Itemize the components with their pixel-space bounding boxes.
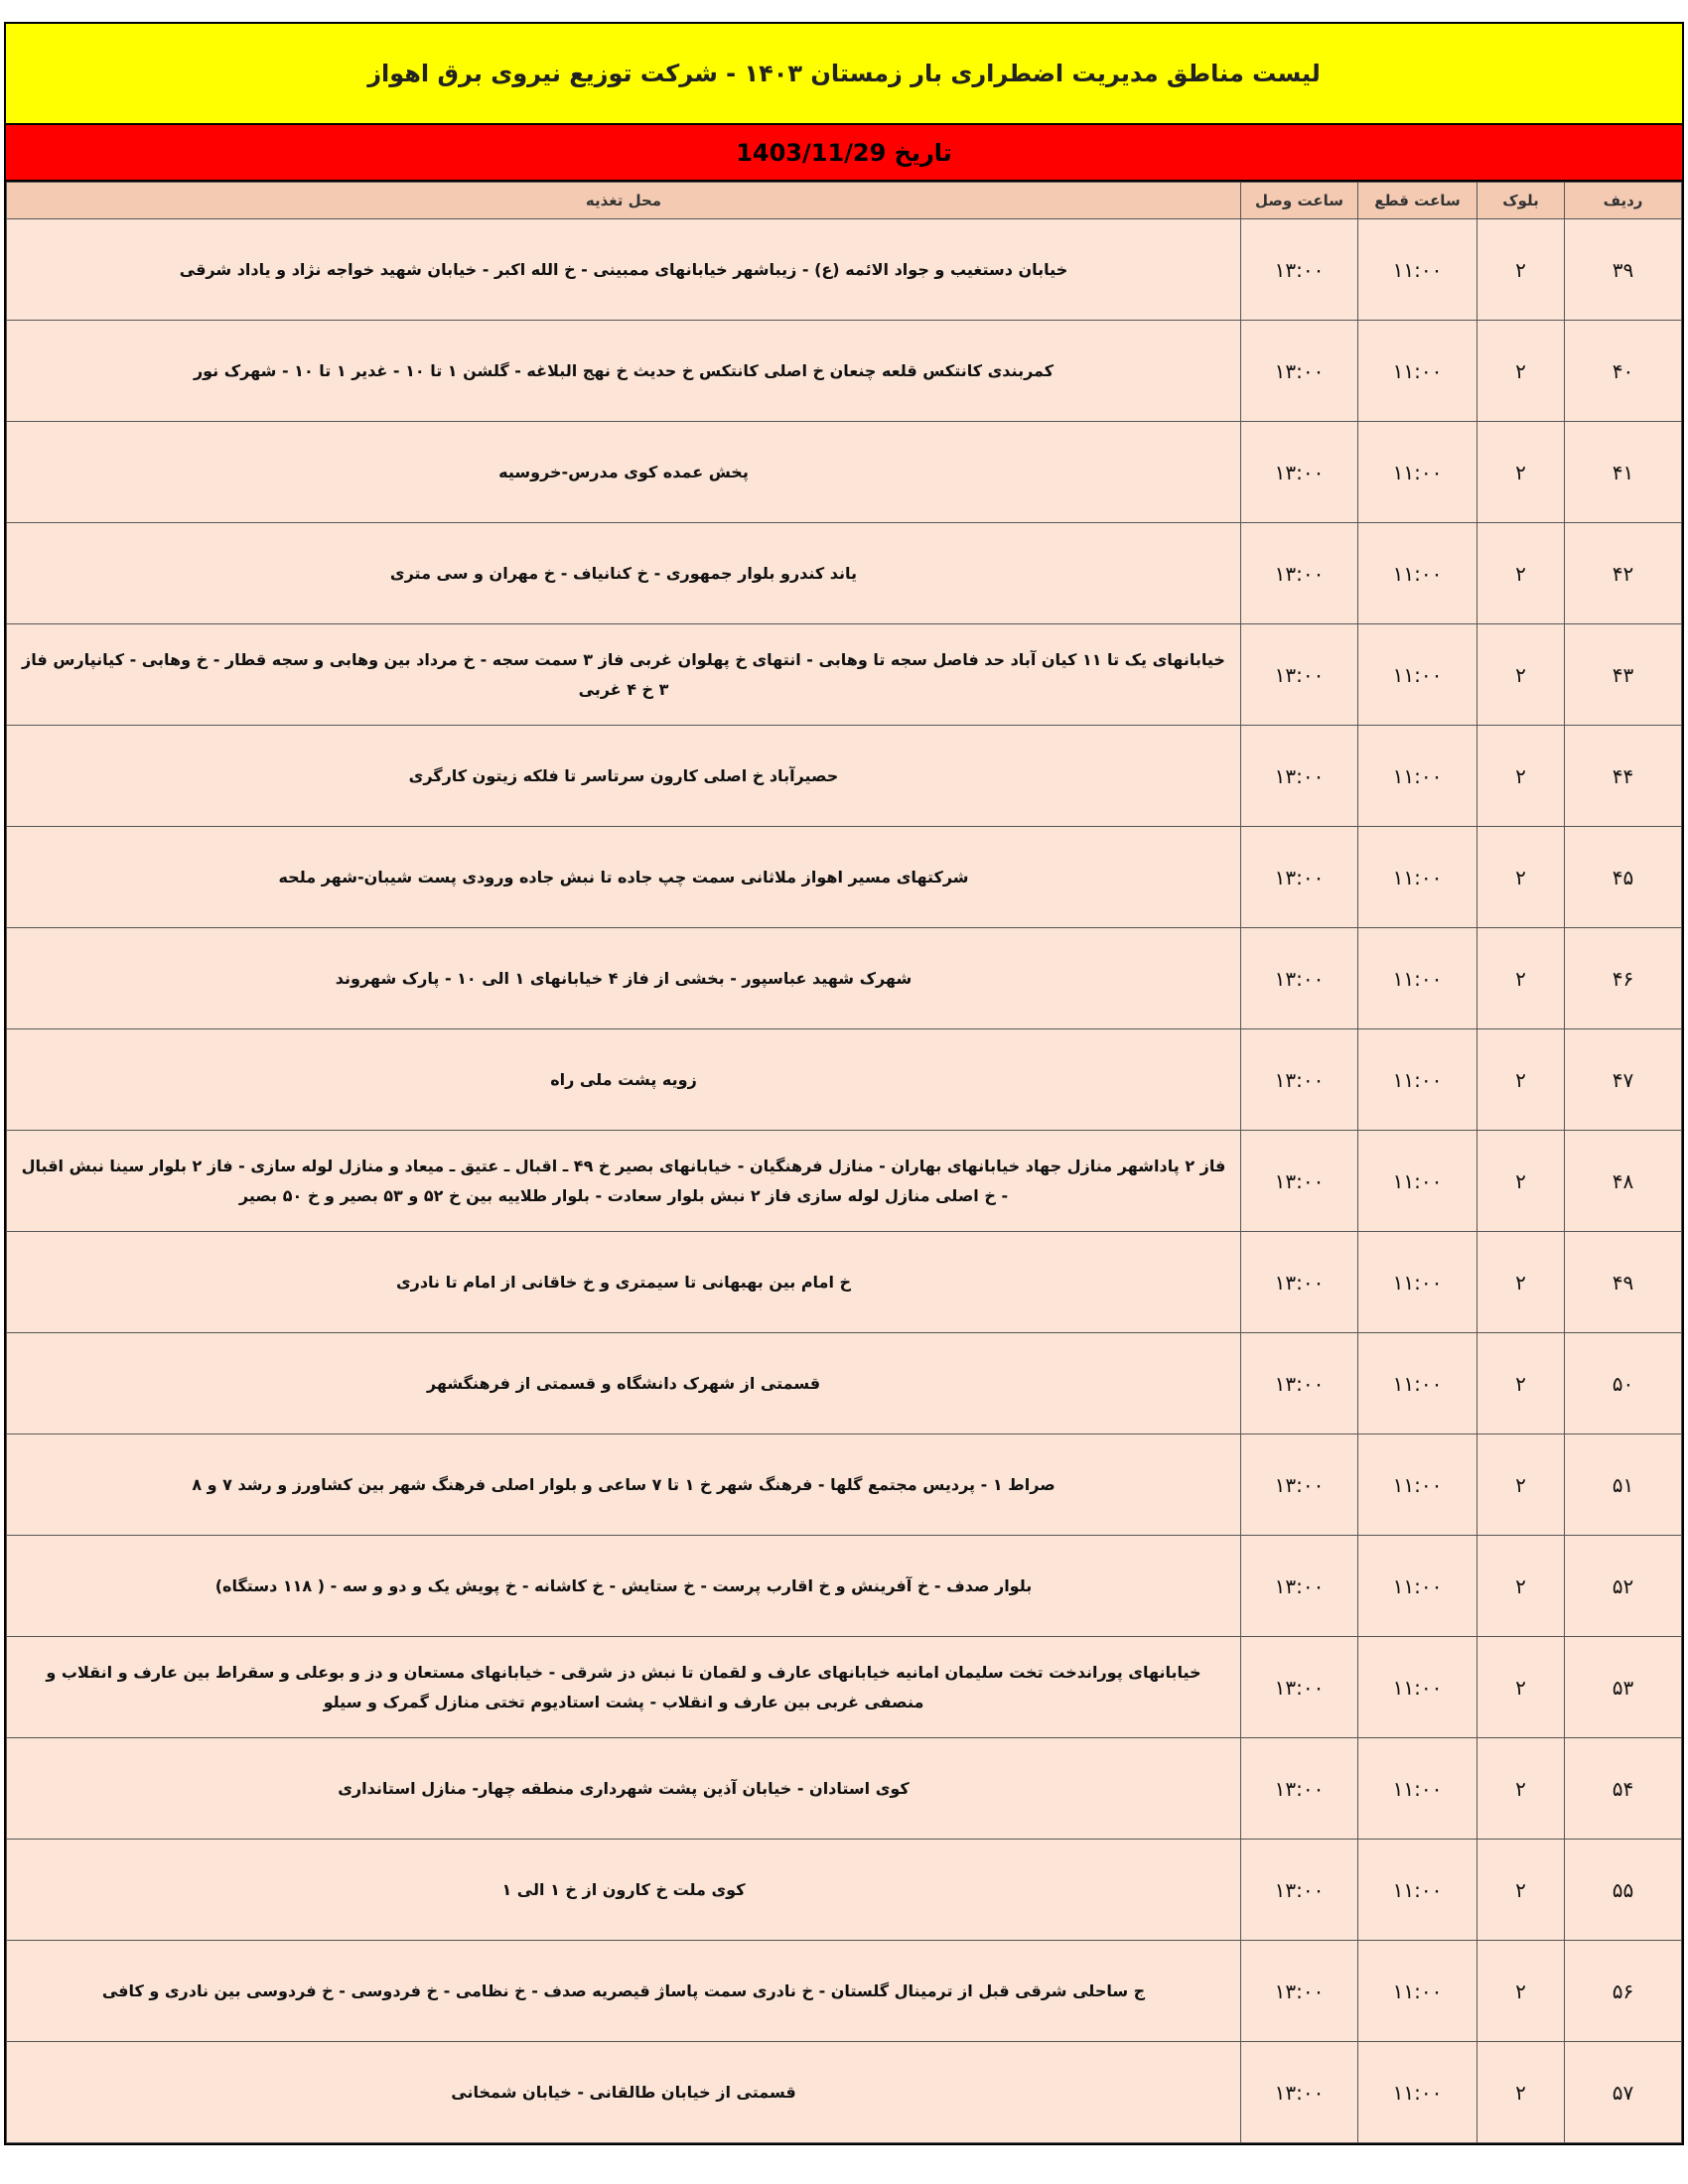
row-location: ج ساحلی شرقی قبل از ترمینال گلستان - خ نادری سمت پاساژ قیصریه صدف - خ نظامی - خ فردوسی - خ فردوسی بین نادری و کافی: [7, 1941, 1241, 2042]
row-connect-time: ۱۳:۰۰: [1241, 422, 1358, 523]
row-index: ۴۸: [1565, 1131, 1682, 1232]
row-block: ۲: [1477, 827, 1565, 928]
row-connect-time: ۱۳:۰۰: [1241, 1637, 1358, 1738]
row-location: شهرک شهید عباسپور - بخشی از فاز ۴ خیابانهای ۱ الی ۱۰ - پارک شهروند: [7, 928, 1241, 1029]
row-cut-time: ۱۱:۰۰: [1358, 321, 1477, 422]
row-block: ۲: [1477, 1738, 1565, 1840]
table-row: [7, 827, 1682, 928]
table-row: [7, 321, 1682, 422]
row-block: ۲: [1477, 321, 1565, 422]
row-index: ۵۲: [1565, 1536, 1682, 1637]
header-cut-time: ساعت قطع: [1358, 183, 1477, 219]
outage-table: [6, 182, 1682, 2143]
row-connect-time: ۱۳:۰۰: [1241, 726, 1358, 827]
row-index: ۴۶: [1565, 928, 1682, 1029]
row-cut-time: ۱۱:۰۰: [1358, 523, 1477, 624]
row-location: پخش عمده کوی مدرس-خروسیه: [7, 422, 1241, 523]
row-location: یاند کندرو بلوار جمهوری - خ کنانیاف - خ مهران و سی متری: [7, 523, 1241, 624]
row-block: ۲: [1477, 1333, 1565, 1434]
row-cut-time: ۱۱:۰۰: [1358, 827, 1477, 928]
row-connect-time: ۱۳:۰۰: [1241, 928, 1358, 1029]
row-index: ۴۵: [1565, 827, 1682, 928]
row-block: ۲: [1477, 523, 1565, 624]
row-index: ۵۰: [1565, 1333, 1682, 1434]
row-cut-time: ۱۱:۰۰: [1358, 726, 1477, 827]
row-location: خیابان دستغیب و جواد الائمه (ع) - زیباشهر خیابانهای ممبینی - خ الله اکبر - خیابان شهید خواجه نژاد و یاداد شرقی: [7, 219, 1241, 321]
row-cut-time: ۱۱:۰۰: [1358, 1941, 1477, 2042]
row-cut-time: ۱۱:۰۰: [1358, 2042, 1477, 2143]
row-cut-time: ۱۱:۰۰: [1358, 1536, 1477, 1637]
row-cut-time: ۱۱:۰۰: [1358, 928, 1477, 1029]
row-index: ۴۴: [1565, 726, 1682, 827]
table-row: [7, 1333, 1682, 1434]
row-location: قسمتی از خیابان طالقانی - خیابان شمخانی: [7, 2042, 1241, 2143]
row-location: شرکتهای مسیر اهواز ملاثانی سمت چپ جاده تا نبش جاده ورودی پست شیبان-شهر ملحه: [7, 827, 1241, 928]
row-cut-time: ۱۱:۰۰: [1358, 1333, 1477, 1434]
row-cut-time: ۱۱:۰۰: [1358, 1637, 1477, 1738]
row-block: ۲: [1477, 1434, 1565, 1536]
row-block: ۲: [1477, 1131, 1565, 1232]
row-cut-time: ۱۱:۰۰: [1358, 219, 1477, 321]
row-index: ۴۷: [1565, 1029, 1682, 1131]
table-row: [7, 1536, 1682, 1637]
row-block: ۲: [1477, 1637, 1565, 1738]
row-cut-time: ۱۱:۰۰: [1358, 624, 1477, 726]
row-location: کوی ملت خ کارون از خ ۱ الی ۱: [7, 1840, 1241, 1941]
row-block: ۲: [1477, 1029, 1565, 1131]
row-index: ۳۹: [1565, 219, 1682, 321]
row-block: ۲: [1477, 1536, 1565, 1637]
row-connect-time: ۱۳:۰۰: [1241, 827, 1358, 928]
row-connect-time: ۱۳:۰۰: [1241, 523, 1358, 624]
table-row: [7, 1738, 1682, 1840]
table-row: [7, 1840, 1682, 1941]
row-cut-time: ۱۱:۰۰: [1358, 1434, 1477, 1536]
table-row: [7, 1131, 1682, 1232]
table-row: [7, 219, 1682, 321]
row-block: ۲: [1477, 928, 1565, 1029]
row-location: فاز ۲ پاداشهر منازل جهاد خیابانهای بهاران - منازل فرهنگیان - خیابانهای بصیر خ ۴۹ ـ اقبال ـ عتیق ـ میعاد و منازل لوله سازی - فاز ۲ بلوار سینا نبش اقبال - خ اصلی منازل لوله سازی فاز ۲ نبش بلوار سعادت - بلوار طلاییه بین خ ۵۲ و ۵۳ بصیر و خ ۵۰ بصیر: [7, 1131, 1241, 1232]
row-block: ۲: [1477, 1941, 1565, 2042]
table-row: [7, 422, 1682, 523]
row-connect-time: ۱۳:۰۰: [1241, 321, 1358, 422]
row-connect-time: ۱۳:۰۰: [1241, 1840, 1358, 1941]
row-connect-time: ۱۳:۰۰: [1241, 1738, 1358, 1840]
row-location: حصیرآباد خ اصلی کارون سرتاسر تا فلکه زیتون کارگری: [7, 726, 1241, 827]
row-location: خیابانهای یک تا ۱۱ کیان آباد حد فاصل سجه تا وهابی - انتهای خ پهلوان غربی فاز ۳ سمت سجه - خ مرداد بین وهابی و سجه قطار - خ وهابی - کیانپارس فاز ۳ خ ۴ غربی: [7, 624, 1241, 726]
row-index: ۴۰: [1565, 321, 1682, 422]
row-cut-time: ۱۱:۰۰: [1358, 1232, 1477, 1333]
table-row: [7, 624, 1682, 726]
header-connect-time: ساعت وصل: [1241, 183, 1358, 219]
header-location: محل تغذیه: [7, 183, 1241, 219]
row-cut-time: ۱۱:۰۰: [1358, 1029, 1477, 1131]
row-location: خ امام بین بهبهانی تا سیمتری و خ خاقانی از امام تا نادری: [7, 1232, 1241, 1333]
row-index: ۵۵: [1565, 1840, 1682, 1941]
row-index: ۴۲: [1565, 523, 1682, 624]
row-connect-time: ۱۳:۰۰: [1241, 1333, 1358, 1434]
row-block: ۲: [1477, 219, 1565, 321]
row-connect-time: ۱۳:۰۰: [1241, 1029, 1358, 1131]
row-cut-time: ۱۱:۰۰: [1358, 1840, 1477, 1941]
row-block: ۲: [1477, 726, 1565, 827]
row-connect-time: ۱۳:۰۰: [1241, 1131, 1358, 1232]
row-location: خیابانهای پوراندخت تخت سلیمان امانیه خیابانهای عارف و لقمان تا نبش دز شرقی - خیابانهای مستعان و دز و بوعلی و سقراط بین عارف و انقلاب و منصفی غربی بین عارف و انقلاب - پشت استادیوم تختی منازل گمرک و سیلو: [7, 1637, 1241, 1738]
row-location: قسمتی از شهرک دانشگاه و قسمتی از فرهنگشهر: [7, 1333, 1241, 1434]
row-block: ۲: [1477, 1840, 1565, 1941]
table-row: [7, 1637, 1682, 1738]
row-connect-time: ۱۳:۰۰: [1241, 624, 1358, 726]
page-title: لیست مناطق مدیریت اضطراری بار زمستان ۱۴۰۳ - شرکت توزیع نیروی برق اهواز: [6, 24, 1682, 125]
row-cut-time: ۱۱:۰۰: [1358, 1131, 1477, 1232]
header-index: ردیف: [1565, 183, 1682, 219]
table-header-row: [7, 183, 1682, 219]
table-row: [7, 523, 1682, 624]
table-row: [7, 1941, 1682, 2042]
table-row: [7, 1029, 1682, 1131]
row-index: ۴۹: [1565, 1232, 1682, 1333]
row-connect-time: ۱۳:۰۰: [1241, 219, 1358, 321]
row-block: ۲: [1477, 624, 1565, 726]
row-location: کوی استادان - خیابان آذین پشت شهرداری منطقه چهار- منازل استانداری: [7, 1738, 1241, 1840]
row-location: زویه پشت ملی راه: [7, 1029, 1241, 1131]
row-index: ۵۴: [1565, 1738, 1682, 1840]
row-location: بلوار صدف - خ آفرینش و خ اقارب پرست - خ ستایش - خ کاشانه - خ پویش یک و دو و سه - ( ۱۱۸ دستگاه): [7, 1536, 1241, 1637]
row-cut-time: ۱۱:۰۰: [1358, 1738, 1477, 1840]
row-connect-time: ۱۳:۰۰: [1241, 1536, 1358, 1637]
row-block: ۲: [1477, 1232, 1565, 1333]
schedule-sheet: [4, 22, 1684, 2145]
row-index: ۵۶: [1565, 1941, 1682, 2042]
table-row: [7, 928, 1682, 1029]
row-cut-time: ۱۱:۰۰: [1358, 422, 1477, 523]
row-connect-time: ۱۳:۰۰: [1241, 1232, 1358, 1333]
row-connect-time: ۱۳:۰۰: [1241, 1941, 1358, 2042]
row-block: ۲: [1477, 2042, 1565, 2143]
row-index: ۵۷: [1565, 2042, 1682, 2143]
row-index: ۴۳: [1565, 624, 1682, 726]
table-row: [7, 1434, 1682, 1536]
row-index: ۵۱: [1565, 1434, 1682, 1536]
row-index: ۵۳: [1565, 1637, 1682, 1738]
row-connect-time: ۱۳:۰۰: [1241, 1434, 1358, 1536]
row-location: کمربندی کانتکس قلعه چنعان خ اصلی کانتکس خ حدیث خ نهج البلاغه - گلشن ۱ تا ۱۰ - غدیر ۱ تا ۱۰ - شهرک نور: [7, 321, 1241, 422]
row-index: ۴۱: [1565, 422, 1682, 523]
table-row: [7, 726, 1682, 827]
header-block: بلوک: [1477, 183, 1565, 219]
date-banner: تاریخ 1403/11/29: [6, 125, 1682, 182]
row-connect-time: ۱۳:۰۰: [1241, 2042, 1358, 2143]
table-row: [7, 1232, 1682, 1333]
row-location: صراط ۱ - پردیس مجتمع گلها - فرهنگ شهر خ ۱ تا ۷ ساعی و بلوار اصلی فرهنگ شهر بین کشاورز و رشد ۷ و ۸: [7, 1434, 1241, 1536]
row-block: ۲: [1477, 422, 1565, 523]
table-row: [7, 2042, 1682, 2143]
